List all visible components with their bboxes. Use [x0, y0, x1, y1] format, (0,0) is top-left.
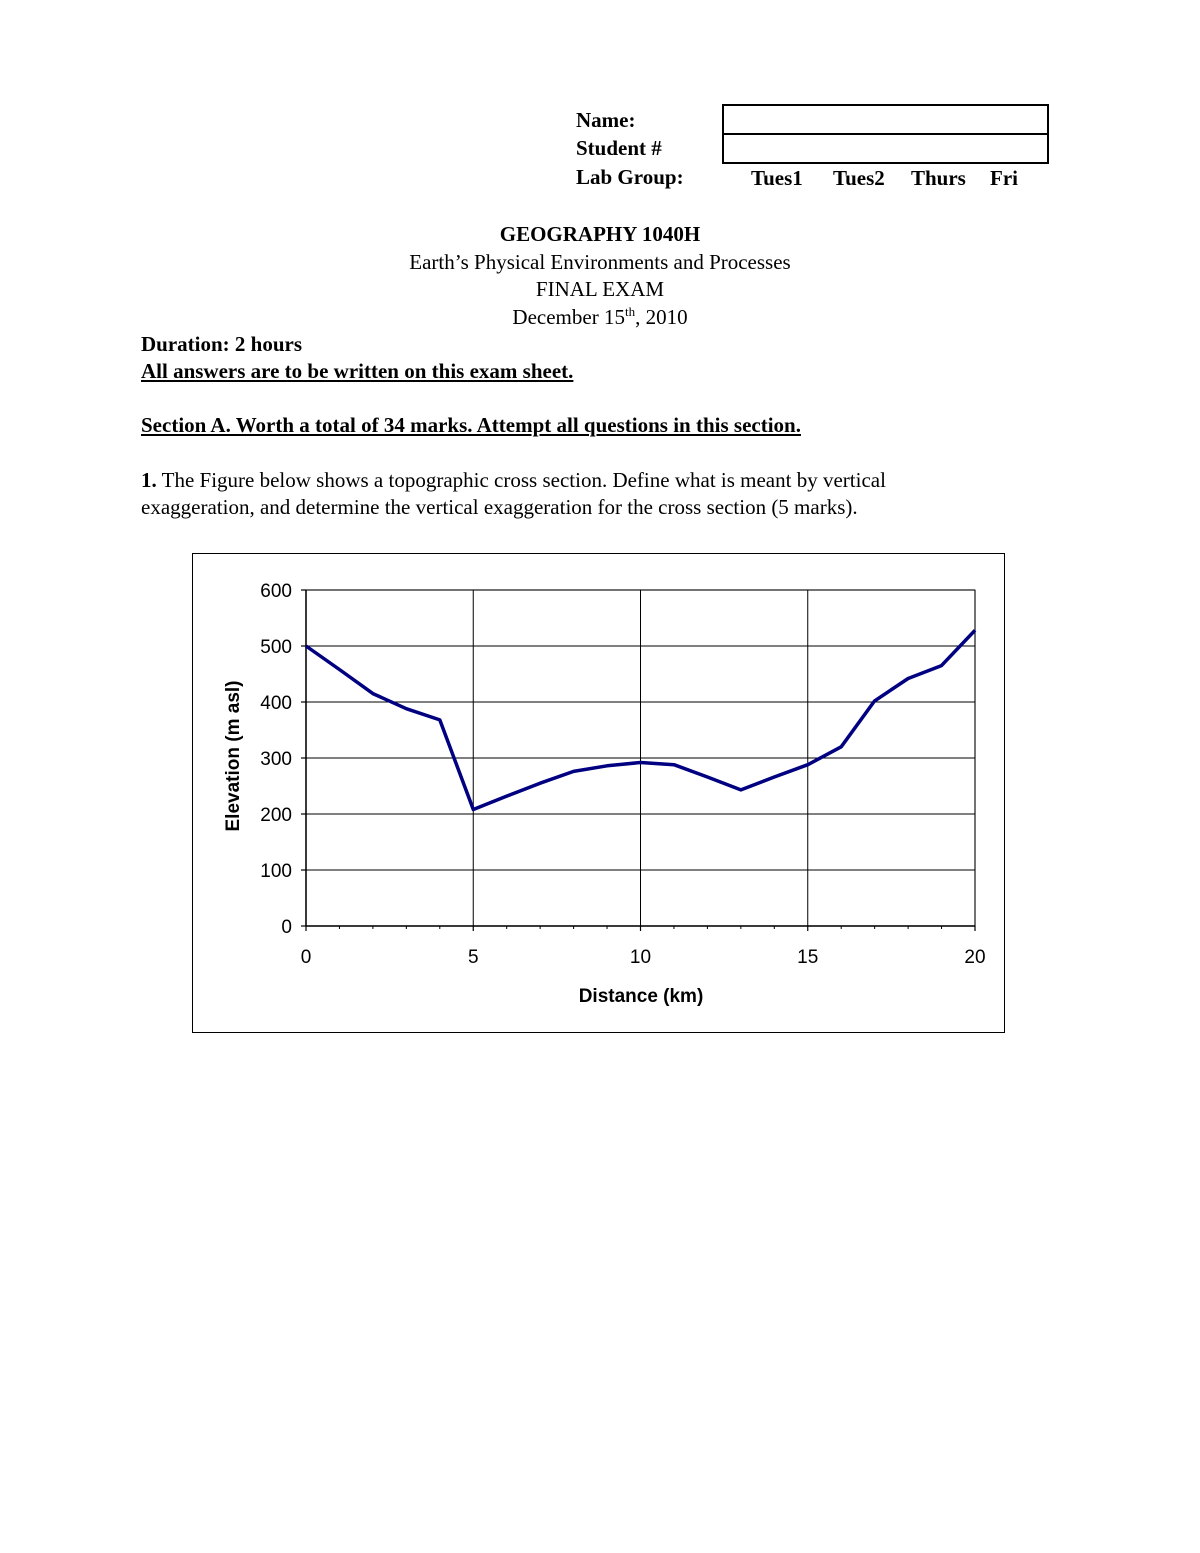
y-tick-label: 100: [260, 861, 292, 882]
lab-option-fri[interactable]: Fri: [990, 166, 1018, 190]
x-tick-label: 15: [797, 947, 819, 968]
y-tick-label: 200: [260, 805, 292, 826]
y-tick-label: 0: [281, 917, 292, 938]
x-axis-label: Distance (km): [578, 986, 704, 1007]
elevation-chart: [193, 554, 1003, 1031]
question-1-text: The Figure below shows a topographic cross section. Define what is meant by vertical exaggeration, and determine the vertical exaggeration for the cross section (5 marks).: [141, 468, 886, 519]
student-number-field[interactable]: [722, 133, 1049, 164]
question-1-number: 1.: [141, 468, 157, 492]
answers-instruction: All answers are to be written on this exam sheet.: [141, 359, 574, 383]
course-title: GEOGRAPHY 1040H: [499, 222, 701, 246]
y-tick-label: 600: [260, 581, 292, 602]
x-tick-label: 0: [300, 947, 312, 968]
x-tick-label: 20: [964, 947, 986, 968]
exam-title: FINAL EXAM: [535, 277, 665, 301]
chart-frame: [192, 553, 1005, 1033]
y-tick-label: 300: [260, 749, 292, 770]
y-tick-label: 400: [260, 693, 292, 714]
section-heading: Section A. Worth a total of 34 marks. Attempt all questions in this section.: [141, 413, 801, 437]
lab-group-label: Lab Group:: [576, 165, 684, 189]
exam-date: [0, 304, 1200, 330]
x-tick-label: 5: [467, 947, 479, 968]
y-axis-label: Elevation (m asl): [223, 680, 244, 832]
y-tick-label: 500: [260, 637, 292, 658]
exam-date-suffix: , 2010: [635, 305, 688, 329]
name-label: Name:: [576, 108, 636, 132]
course-subtitle: Earth’s Physical Environments and Processes: [409, 250, 791, 274]
name-field[interactable]: [722, 104, 1049, 135]
lab-option-thurs[interactable]: Thurs: [911, 166, 966, 190]
lab-option-tues2[interactable]: Tues2: [833, 166, 885, 190]
exam-date-sup: th: [624, 304, 636, 319]
x-tick-label: 10: [629, 947, 652, 968]
question-1: [141, 467, 1001, 521]
duration: Duration: 2 hours: [141, 332, 303, 356]
student-number-label: Student #: [576, 136, 662, 160]
lab-option-tues1[interactable]: Tues1: [751, 166, 803, 190]
exam-date-prefix: December 15: [512, 305, 625, 329]
